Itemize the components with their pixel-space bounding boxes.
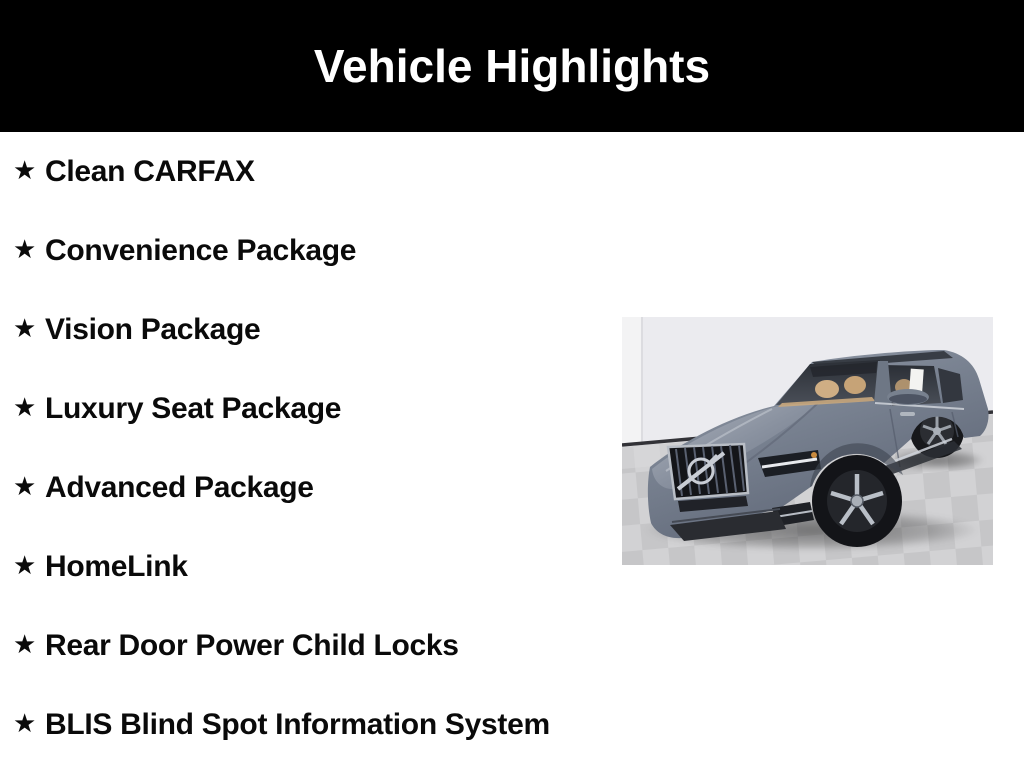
page-header [0,0,1024,132]
feature-label: Clean CARFAX [45,154,255,188]
star-icon: ★ [13,313,37,344]
list-item [0,132,620,211]
feature-label: Advanced Package [45,470,314,504]
list-item [0,369,620,448]
star-icon: ★ [13,550,37,581]
page-title: Vehicle Highlights [313,40,711,92]
vehicle-photo [622,317,993,565]
list-item [0,606,620,685]
star-icon: ★ [13,234,37,265]
feature-label: HomeLink [45,549,188,583]
highlights-list [0,132,620,764]
feature-label: BLIS Blind Spot Information System [45,707,550,741]
star-icon: ★ [13,155,37,186]
feature-label: Vision Package [45,312,261,346]
star-icon: ★ [13,471,37,502]
star-icon: ★ [13,629,37,660]
star-icon: ★ [13,392,37,423]
star-icon: ★ [13,708,37,739]
feature-label: Convenience Package [45,233,357,267]
list-item [0,211,620,290]
list-item [0,290,620,369]
list-item [0,527,620,606]
list-item [0,685,620,764]
feature-label: Luxury Seat Package [45,391,342,425]
feature-label: Rear Door Power Child Locks [45,628,459,662]
list-item [0,448,620,527]
